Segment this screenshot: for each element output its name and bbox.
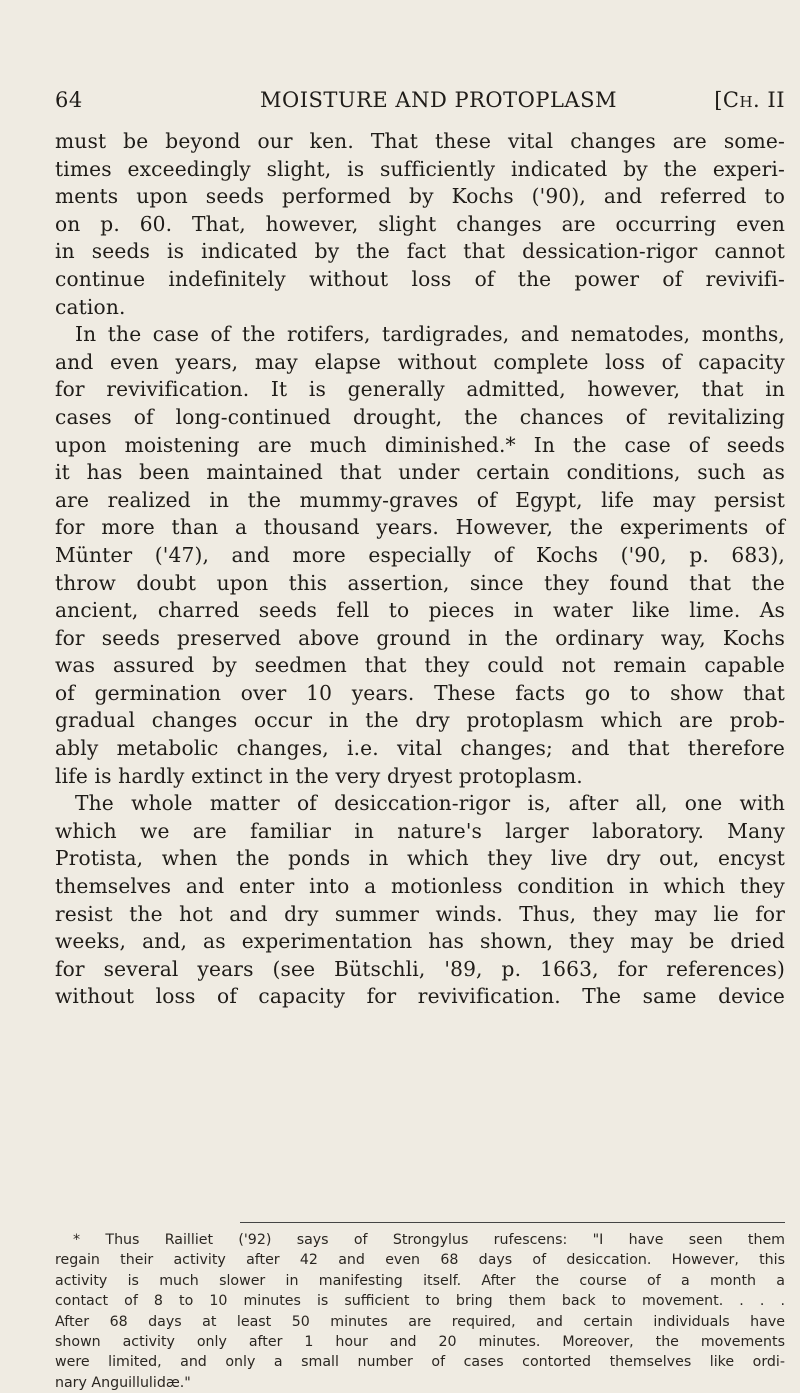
body-line: gradual changes occur in the dry protoplasm which are prob- [55,708,785,733]
body-line: Protista, when the ponds in which they live dry out, encyst [55,846,785,871]
page-number: 64 [55,88,83,112]
body-line: for seeds preserved above ground in the ordinary way, Kochs [55,625,785,650]
body-line: which we are familiar in nature's larger laboratory. Many [55,818,785,843]
body-line: cation. [55,294,126,319]
running-title: MOISTURE AND PROTOPLASM [260,88,617,112]
body-line: and even years, may elapse without complete loss of capacity [55,349,785,374]
body-line: was assured by seedmen that they could not remain capable [55,653,785,678]
body-line: In the case of the rotifers, tardigrades, and nematodes, months, [75,322,785,347]
footnote-line: activity is much slower in manifesting itself. After the course of a month a [55,1272,785,1289]
body-line: for more than a thousand years. However, the experiments of [55,515,785,540]
body-line: ments upon seeds performed by Kochs ('90), and referred to [55,184,785,209]
body-line: ancient, charred seeds fell to pieces in water like lime. As [55,598,785,623]
body-line: are realized in the mummy-graves of Egypt, life may persist [55,487,785,512]
body-line: life is hardly extinct in the very dryest protoplasm. [55,763,583,788]
footnote-line: nary Anguillulidæ." [55,1374,191,1391]
body-line: continue indefinitely without loss of the power of revivifi- [55,266,785,291]
body-line: Münter ('47), and more especially of Kochs ('90, p. 683), [55,542,785,567]
running-head [55,88,785,116]
footnote [55,1230,785,1393]
body-line: cases of long-continued drought, the chances of revitalizing [55,404,785,429]
body-line: on p. 60. That, however, slight changes are occurring even [55,211,785,236]
footnote-line: shown activity only after 1 hour and 20 minutes. Moreover, the movements [55,1334,785,1351]
body-line: for several years (see Bütschli, '89, p. 1663, for references) [55,956,785,981]
body-text [55,128,785,1011]
footnote-line: * Thus Railliet ('92) says of Strongylus rufescens: "I have seen them [73,1232,785,1248]
body-line: without loss of capacity for revivification. The same device [55,984,785,1009]
footnote-line: contact of 8 to 10 minutes is sufficient to bring them back to movement. . . . [55,1293,785,1310]
body-line: weeks, and, as experimentation has shown, they may be dried [55,929,785,954]
body-line: themselves and enter into a motionless condition in which they [55,874,785,899]
body-line: throw doubt upon this assertion, since they found that the [55,570,785,595]
body-line: upon moistening are much diminished.* In the case of seeds [55,432,785,457]
body-line: resist the hot and dry summer winds. Thus, they may lie for [55,901,785,926]
body-line: in seeds is indicated by the fact that dessication-rigor cannot [55,239,785,264]
body-line: it has been maintained that under certain conditions, such as [55,460,785,485]
body-line: ably metabolic changes, i.e. vital changes; and that therefore [55,736,785,761]
body-line: of germination over 10 years. These facts go to show that [55,680,785,705]
footnote-line: were limited, and only a small number of cases contorted themselves like ordi- [55,1354,785,1371]
body-line: The whole matter of desiccation-rigor is, after all, one with [75,791,785,816]
footnote-line: After 68 days at least 50 minutes are required, and certain individuals have [55,1313,785,1330]
footnote-line: regain their activity after 42 and even 68 days of desiccation. However, this [55,1252,785,1269]
body-line: times exceedingly slight, is sufficiently indicated by the experi- [55,156,785,181]
body-line: for revivification. It is generally admitted, however, that in [55,377,785,402]
body-line: must be beyond our ken. That these vital changes are some- [55,129,785,153]
footnote-rule [240,1222,785,1223]
chapter-marker: [Ch. II [714,88,785,112]
